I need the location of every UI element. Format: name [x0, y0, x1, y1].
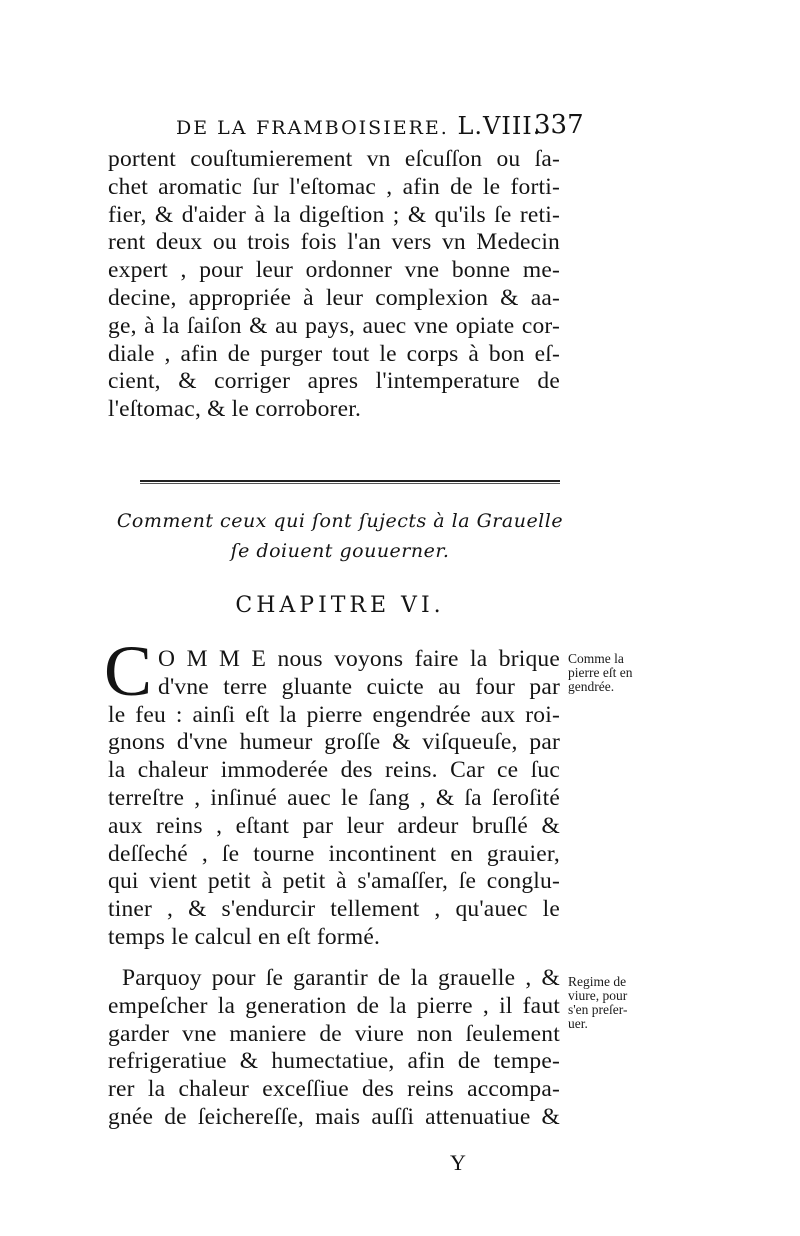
text-line: qui vient petit à petit à s'amaſſer, ſe conglu- [108, 868, 560, 895]
text-line: aux reins , eſtant par leur ardeur bruſlé & [108, 812, 560, 839]
paragraph-1 [108, 146, 560, 424]
text-line: chet aromatic ſur l'eſtomac , afin de le forti- [108, 173, 560, 200]
paragraph-2 [108, 646, 560, 952]
text-line: expert , pour leur ordonner vne bonne me- [108, 257, 560, 284]
marginal-note-2 [568, 975, 658, 1031]
marginal-note-line: gendrée. [568, 679, 615, 694]
text-line: rer la chaleur exceſſiue des reins accompa- [108, 1076, 560, 1103]
chapter-title-line-1: Comment ceux qui ſont ſujects à la Grauelle [116, 510, 564, 532]
chapter-title-line-2: ſe doiuent gouuerner. [230, 540, 450, 562]
text-line: decine, appropriée à leur complexion & aa- [108, 284, 560, 311]
section-divider-rule [140, 480, 560, 484]
catchword-signature: Y [450, 1150, 466, 1175]
running-title-book: L.VIII. [457, 112, 542, 140]
marginal-note-line: Comme la [568, 651, 624, 666]
chapter-heading: CHAPITRE VI. [235, 593, 445, 618]
text-line: terreſtre , inſinué auec le ſang , & ſa ſeroſité [108, 784, 560, 811]
drop-cap: C [104, 631, 153, 711]
text-line: cient, & corriger apres l'intemperature de [108, 368, 560, 395]
text-line: tiner , & s'endurcir tellement , qu'auec le [108, 896, 560, 923]
running-title-prefix: DE LA [176, 117, 248, 139]
text-line: fier, & d'aider à la digeſtion ; & qu'ils ſe reti- [108, 201, 560, 228]
text-line: gnée de ſeichereſſe, mais auſſi attenuatiue & [108, 1103, 560, 1130]
text-line: ge, à la ſaiſon & au pays, auec vne opiate cor- [108, 312, 560, 339]
marginal-note-line: viure, pour [568, 988, 628, 1003]
text-line: refrigeratiue & humectatiue, afin de tempe- [108, 1048, 560, 1075]
marginal-note-line: pierre eſt en [568, 665, 633, 680]
marginal-note-line: s'en preſer- [568, 1002, 628, 1017]
text-line: Parquoy pour ſe garantir de la grauelle , & [122, 965, 560, 991]
text-line: d'vne terre gluante cuicte au four par [158, 673, 560, 700]
text-line: l'eſtomac, & le corroborer. [108, 396, 362, 423]
marginal-note-line: uer. [568, 1016, 588, 1031]
text-line: la chaleur immoderée des reins. Car ce ſuc [108, 757, 560, 784]
marginal-note-1 [568, 652, 658, 694]
text-line: rent deux ou trois fois l'an vers vn Medecin [108, 229, 560, 256]
text-line: temps le calcul en eſt formé. [108, 923, 381, 950]
text-line: diale , afin de purger tout le corps à bon eſ- [108, 340, 560, 367]
text-line: empeſcher la generation de la pierre , il faut [108, 992, 560, 1019]
page-number: 337 [534, 110, 584, 140]
marginal-note-line: Regime de [568, 974, 627, 989]
text-line: O M M E nous voyons faire la brique [158, 646, 560, 672]
text-line: le feu : ainſi eſt la pierre engendrée aux roi- [108, 701, 560, 728]
paragraph-3 [108, 965, 560, 1132]
text-line: deſſeché , ſe tourne incontinent en grauier, [108, 840, 560, 867]
text-line: portent couſtumierement vn eſcuſſon ou ſa- [108, 146, 560, 172]
text-line: gnons d'vne humeur groſſe & viſqueuſe, par [108, 729, 560, 756]
text-line: garder vne maniere de viure non ſeulement [108, 1020, 560, 1047]
running-header [176, 112, 586, 140]
running-title-name: FRAMBOISIERE. [256, 117, 449, 139]
